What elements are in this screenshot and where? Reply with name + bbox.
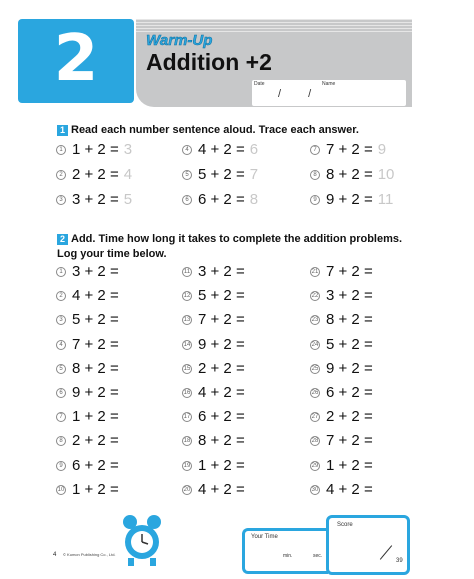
problem-number: 18 [183,438,191,445]
problem-expression: 2 + 2 = [198,359,245,377]
problem-expression: 7 + 2 = [72,335,119,353]
problem-item [182,457,245,474]
section1-number: 1 [57,125,68,136]
problem-item [310,432,373,449]
problem-number: 5 [182,170,192,180]
warm-up-label: Warm-Up [146,32,213,49]
problem-number: 22 [311,293,319,300]
problem-item [310,141,386,158]
problem-item [310,336,373,353]
traced-answer[interactable]: 9 [377,141,387,158]
date-field[interactable]: / / [278,88,324,100]
problem-number: 3 [56,315,66,325]
problem-item [182,408,245,425]
problem-number: 7 [56,412,66,422]
traced-answer[interactable]: 8 [249,191,259,208]
problem-number: 2 [56,170,66,180]
problem-number: 26 [311,390,319,396]
traced-answer[interactable]: 4 [123,166,133,183]
problem-number: 19 [183,462,191,469]
problem-item [56,166,132,183]
lesson-number: 2 [53,22,99,96]
time-label: Your Time [251,534,278,540]
section1-instruction: Read each number sentence aloud. Trace each answer. [71,124,359,136]
problem-expression: 3 + 2 = [198,263,245,280]
problem-number: 6 [182,195,192,205]
problem-item [182,360,245,377]
problem-item [310,408,373,425]
problem-expression: 7 + 2 = [326,432,373,450]
problem-number: 12 [183,293,191,300]
problem-expression: 9 + 2 = [198,335,245,353]
problem-item [56,191,132,208]
name-label: Name [322,81,336,87]
problem-expression: 2 + 2 = [72,432,119,450]
traced-answer[interactable]: 10 [377,166,395,183]
problem-expression: 8 + 2 = [72,359,119,377]
problem-number: 4 [56,340,66,350]
traced-answer[interactable]: 6 [249,141,259,158]
problem-item [182,481,245,498]
problem-item [182,311,245,328]
problem-number: 1 [56,145,66,155]
problem-item [182,336,245,353]
problem-expression: 1 + 2 = [72,408,119,426]
problem-number: 10 [57,486,65,493]
problem-expression: 4 + 2 = [198,384,245,401]
date-label: Date [254,81,265,87]
problem-item [182,287,245,304]
problem-number: 17 [183,414,191,421]
section2-instruction-line1: Add. Time how long it takes to complete the addition problems. [71,233,403,245]
time-log-box[interactable] [242,528,328,574]
problem-item [56,141,132,158]
problem-item [182,166,258,183]
problem-expression: 9 + 2 = [72,384,119,401]
problem-number: 30 [311,486,319,493]
problem-expression: 6 + 2 = [198,408,245,426]
problem-number: 23 [311,317,319,324]
problem-expression: 1 + 2 = [72,141,119,158]
section2-heading [57,233,402,260]
problem-item [56,360,119,377]
traced-answer[interactable]: 11 [377,191,394,208]
problem-item [182,191,258,208]
problem-item [310,481,373,498]
problem-expression: 5 + 2 = [72,311,119,329]
problem-number: 28 [311,438,319,445]
score-slash [380,545,392,559]
problem-number: 25 [311,365,319,372]
problem-number: 4 [182,145,192,155]
problem-item [310,191,393,208]
page-title: Addition +2 [146,49,272,75]
problem-number: 14 [183,341,191,348]
problem-expression: 9 + 2 = [326,191,373,208]
problem-expression: 8 + 2 = [326,311,373,329]
problem-number: 29 [311,462,319,469]
problem-number: 20 [183,486,191,493]
problem-number: 9 [310,195,320,205]
problem-item [310,263,373,280]
problem-expression: 8 + 2 = [198,432,245,450]
problem-expression: 2 + 2 = [326,408,373,426]
problem-item [56,384,119,401]
problem-number: 16 [183,390,191,396]
traced-answer[interactable]: 5 [123,191,133,208]
problem-item [56,287,119,304]
problem-expression: 5 + 2 = [326,335,373,353]
problem-expression: 4 + 2 = [198,141,245,158]
problem-expression: 3 + 2 = [326,287,373,305]
problem-item [310,287,373,304]
problem-item [182,141,258,158]
problem-number: 21 [311,269,319,275]
problem-expression: 5 + 2 = [198,166,245,183]
problem-item [56,336,119,353]
page-number: 4 [53,552,57,558]
problem-number: 13 [183,317,191,324]
problem-number: 7 [310,145,320,155]
problem-number: 9 [56,461,66,471]
traced-answer[interactable]: 7 [249,166,259,183]
problem-expression: 3 + 2 = [72,263,119,280]
section2-number: 2 [57,234,68,245]
problem-expression: 4 + 2 = [326,480,373,498]
problem-number: 2 [56,291,66,301]
problem-number: 24 [311,341,319,348]
problem-item [56,432,119,449]
alarm-clock-icon [120,512,164,568]
problem-item [56,311,119,328]
problem-number: 27 [311,414,319,421]
problem-item [182,263,245,280]
problem-expression: 7 + 2 = [326,141,373,158]
problem-expression: 6 + 2 = [198,191,245,208]
score-box[interactable] [326,515,410,575]
problem-number: 1 [56,267,66,277]
problem-number: 8 [310,170,320,180]
problem-number: 5 [56,364,66,374]
problem-number: 3 [56,195,66,205]
problem-expression: 4 + 2 = [198,480,245,498]
problem-number: 6 [56,388,66,398]
problem-item [182,432,245,449]
problem-expression: 4 + 2 = [72,287,119,305]
problem-expression: 2 + 2 = [72,166,119,183]
publisher-credit: © Kumon Publishing Co., Ltd. [63,552,116,557]
score-total: 39 [396,558,403,564]
section2-instruction-line2: Log your time below. [57,248,167,260]
problem-item [310,384,373,401]
traced-answer[interactable]: 3 [123,141,133,158]
problem-item [310,311,373,328]
problem-expression: 3 + 2 = [72,191,119,208]
problem-number: 15 [183,365,191,372]
problem-expression: 6 + 2 = [326,384,373,401]
problem-expression: 8 + 2 = [326,166,373,183]
problem-expression: 5 + 2 = [198,287,245,305]
problem-item [56,481,119,498]
problem-expression: 6 + 2 = [72,456,119,474]
lesson-number-block [18,19,134,103]
problem-item [56,408,119,425]
problem-item [56,457,119,474]
problem-expression: 1 + 2 = [72,480,119,498]
problem-expression: 9 + 2 = [326,359,373,377]
problem-expression: 1 + 2 = [326,456,373,474]
problem-item [310,166,394,183]
problem-item [310,360,373,377]
section1-heading [57,124,359,136]
problem-item [56,263,119,280]
problem-item [310,457,373,474]
problem-number: 11 [183,269,191,275]
problem-expression: 1 + 2 = [198,456,245,474]
problem-expression: 7 + 2 = [326,263,373,280]
problem-item [182,384,245,401]
date-name-box[interactable] [252,80,406,106]
score-label: Score [337,522,353,528]
min-label: min. [283,553,293,559]
sec-label: sec. [313,553,323,559]
problem-expression: 7 + 2 = [198,311,245,329]
header-stripes [136,19,412,33]
problem-number: 8 [56,436,66,446]
